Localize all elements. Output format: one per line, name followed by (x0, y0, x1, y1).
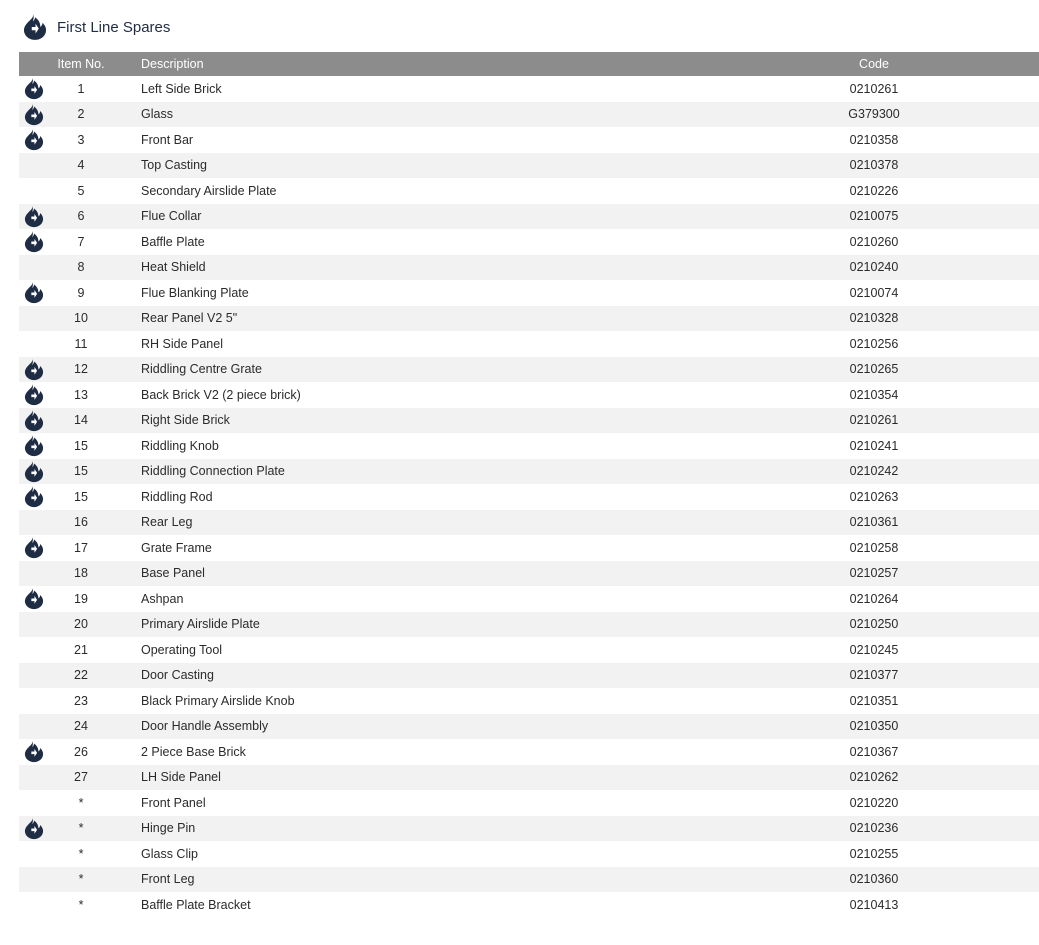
item-no: 13 (74, 387, 88, 402)
flame-icon (22, 535, 46, 561)
icon-cell-empty (22, 867, 46, 893)
table-row (19, 841, 1039, 867)
description: Front Panel (141, 795, 206, 810)
code: 0210242 (849, 464, 899, 479)
table-row (19, 280, 1039, 306)
description: Grate Frame (141, 540, 212, 555)
description: Door Casting (141, 668, 214, 683)
flame-icon (22, 280, 46, 306)
flame-icon (22, 816, 46, 842)
description: 2 Piece Base Brick (141, 744, 246, 759)
flame-icon (22, 13, 48, 41)
item-no: 18 (74, 566, 88, 581)
table-row (19, 612, 1039, 638)
description: LH Side Panel (141, 770, 221, 785)
description: Operating Tool (141, 642, 223, 657)
icon-cell-empty (22, 841, 46, 867)
code: 0210226 (849, 183, 899, 198)
table-row (19, 127, 1039, 153)
table-row (19, 408, 1039, 434)
code: 0210261 (849, 81, 899, 96)
table-row (19, 867, 1039, 893)
table-header (19, 52, 1039, 76)
description: Right Side Brick (141, 413, 230, 428)
code: 0210240 (849, 260, 899, 275)
item-no: 21 (74, 642, 88, 657)
flame-icon (22, 408, 46, 434)
item-no: 10 (74, 311, 88, 326)
description: Hinge Pin (141, 821, 196, 836)
code: 0210250 (849, 617, 899, 632)
code: 0210361 (849, 515, 899, 530)
code: 0210350 (849, 719, 899, 734)
code: 0210241 (849, 438, 899, 453)
item-no: 20 (74, 617, 88, 632)
icon-cell-empty (22, 714, 46, 740)
legend-label: First Line Spares (57, 18, 171, 36)
item-no: 5 (77, 183, 85, 198)
description: Heat Shield (141, 260, 206, 275)
icon-cell-empty (22, 306, 46, 332)
description: Glass (141, 107, 173, 122)
icon-cell-empty (22, 765, 46, 791)
code: 0210351 (849, 693, 899, 708)
code: 0210367 (849, 744, 899, 759)
table-row (19, 484, 1039, 510)
icon-cell-empty (22, 178, 46, 204)
table-row (19, 586, 1039, 612)
header-code: Code (859, 57, 889, 71)
code: 0210260 (849, 234, 899, 249)
description: Baffle Plate Bracket (141, 897, 251, 912)
flame-icon (22, 229, 46, 255)
icon-cell-empty (22, 612, 46, 638)
item-no: 23 (74, 693, 88, 708)
code: 0210256 (849, 336, 899, 351)
description: Flue Collar (141, 209, 202, 224)
table-row (19, 255, 1039, 281)
item-no: 24 (74, 719, 88, 734)
flame-icon (22, 382, 46, 408)
code: 0210257 (849, 566, 899, 581)
code: 0210258 (849, 540, 899, 555)
item-no: 1 (77, 81, 85, 96)
icon-cell-empty (22, 892, 46, 918)
item-no: 26 (74, 744, 88, 759)
header-description: Description (141, 57, 204, 71)
flame-icon (22, 484, 46, 510)
icon-cell-empty (22, 153, 46, 179)
table-row (19, 382, 1039, 408)
description: Door Handle Assembly (141, 719, 269, 734)
table-row (19, 306, 1039, 332)
icon-cell-empty (22, 331, 46, 357)
item-no: 3 (77, 132, 85, 147)
flame-icon (22, 586, 46, 612)
item-no: 16 (74, 515, 88, 530)
item-no: * (78, 821, 84, 836)
description: Black Primary Airslide Knob (141, 693, 295, 708)
description: Back Brick V2 (2 piece brick) (141, 387, 301, 402)
code: 0210255 (849, 846, 899, 861)
item-no: 9 (77, 285, 85, 300)
icon-cell-empty (22, 561, 46, 587)
description: Glass Clip (141, 846, 198, 861)
flame-icon (22, 739, 46, 765)
item-no: 2 (77, 107, 85, 122)
description: Base Panel (141, 566, 205, 581)
code: 0210378 (849, 158, 899, 173)
flame-icon (22, 357, 46, 383)
item-no: * (78, 897, 84, 912)
flame-icon (22, 433, 46, 459)
code: 0210358 (849, 132, 899, 147)
description: Riddling Connection Plate (141, 464, 285, 479)
table-row (19, 459, 1039, 485)
code: 0210413 (849, 897, 899, 912)
header-item-no: Item No. (57, 57, 105, 71)
item-no: 19 (74, 591, 88, 606)
item-no: 15 (74, 438, 88, 453)
item-no: 15 (74, 489, 88, 504)
description: Front Leg (141, 872, 195, 887)
code: 0210220 (849, 795, 899, 810)
flame-icon (22, 76, 46, 102)
item-no: 6 (77, 209, 85, 224)
table-row (19, 102, 1039, 128)
code: 0210360 (849, 872, 899, 887)
icon-cell-empty (22, 790, 46, 816)
item-no: 7 (77, 234, 85, 249)
table-row (19, 357, 1039, 383)
item-no: 8 (77, 260, 85, 275)
description: Rear Leg (141, 515, 193, 530)
table-row (19, 229, 1039, 255)
table-row (19, 892, 1039, 918)
description: Primary Airslide Plate (141, 617, 260, 632)
table-row (19, 714, 1039, 740)
table-row (19, 790, 1039, 816)
icon-cell-empty (22, 510, 46, 536)
description: RH Side Panel (141, 336, 223, 351)
table-row (19, 663, 1039, 689)
item-no: * (78, 795, 84, 810)
description: Riddling Knob (141, 438, 219, 453)
table-row (19, 510, 1039, 536)
table-row (19, 765, 1039, 791)
table-row (19, 637, 1039, 663)
item-no: 12 (74, 362, 88, 377)
flame-icon (22, 127, 46, 153)
table-row (19, 204, 1039, 230)
description: Front Bar (141, 132, 194, 147)
flame-icon (22, 102, 46, 128)
description: Left Side Brick (141, 81, 222, 96)
item-no: * (78, 846, 84, 861)
item-no: 14 (74, 413, 88, 428)
flame-icon (22, 459, 46, 485)
code: G379300 (848, 107, 900, 122)
table-row (19, 178, 1039, 204)
code: 0210354 (849, 387, 899, 402)
code: 0210075 (849, 209, 899, 224)
description: Ashpan (141, 591, 184, 606)
code: 0210264 (849, 591, 899, 606)
description: Secondary Airslide Plate (141, 183, 277, 198)
item-no: * (78, 872, 84, 887)
icon-cell-empty (22, 255, 46, 281)
first-line-spares-legend (22, 12, 170, 42)
table-row (19, 688, 1039, 714)
code: 0210262 (849, 770, 899, 785)
item-no: 27 (74, 770, 88, 785)
table-row (19, 535, 1039, 561)
table-row (19, 561, 1039, 587)
item-no: 22 (74, 668, 88, 683)
code: 0210265 (849, 362, 899, 377)
item-no: 17 (74, 540, 88, 555)
description: Riddling Rod (141, 489, 213, 504)
code: 0210377 (849, 668, 899, 683)
table-row (19, 433, 1039, 459)
description: Rear Panel V2 5" (141, 311, 238, 326)
icon-cell-empty (22, 688, 46, 714)
item-no: 4 (77, 158, 85, 173)
description: Flue Blanking Plate (141, 285, 249, 300)
code: 0210328 (849, 311, 899, 326)
code: 0210074 (849, 285, 899, 300)
table-row (19, 816, 1039, 842)
table-row (19, 331, 1039, 357)
code: 0210236 (849, 821, 899, 836)
code: 0210263 (849, 489, 899, 504)
icon-cell-empty (22, 663, 46, 689)
item-no: 11 (74, 336, 88, 351)
flame-icon (22, 204, 46, 230)
table-body (19, 76, 1039, 918)
item-no: 15 (74, 464, 88, 479)
description: Top Casting (141, 158, 208, 173)
table-row (19, 76, 1039, 102)
table-row (19, 739, 1039, 765)
description: Baffle Plate (141, 234, 205, 249)
code: 0210261 (849, 413, 899, 428)
spares-table (19, 52, 1039, 918)
table-row (19, 153, 1039, 179)
code: 0210245 (849, 642, 899, 657)
description: Riddling Centre Grate (141, 362, 262, 377)
icon-cell-empty (22, 637, 46, 663)
